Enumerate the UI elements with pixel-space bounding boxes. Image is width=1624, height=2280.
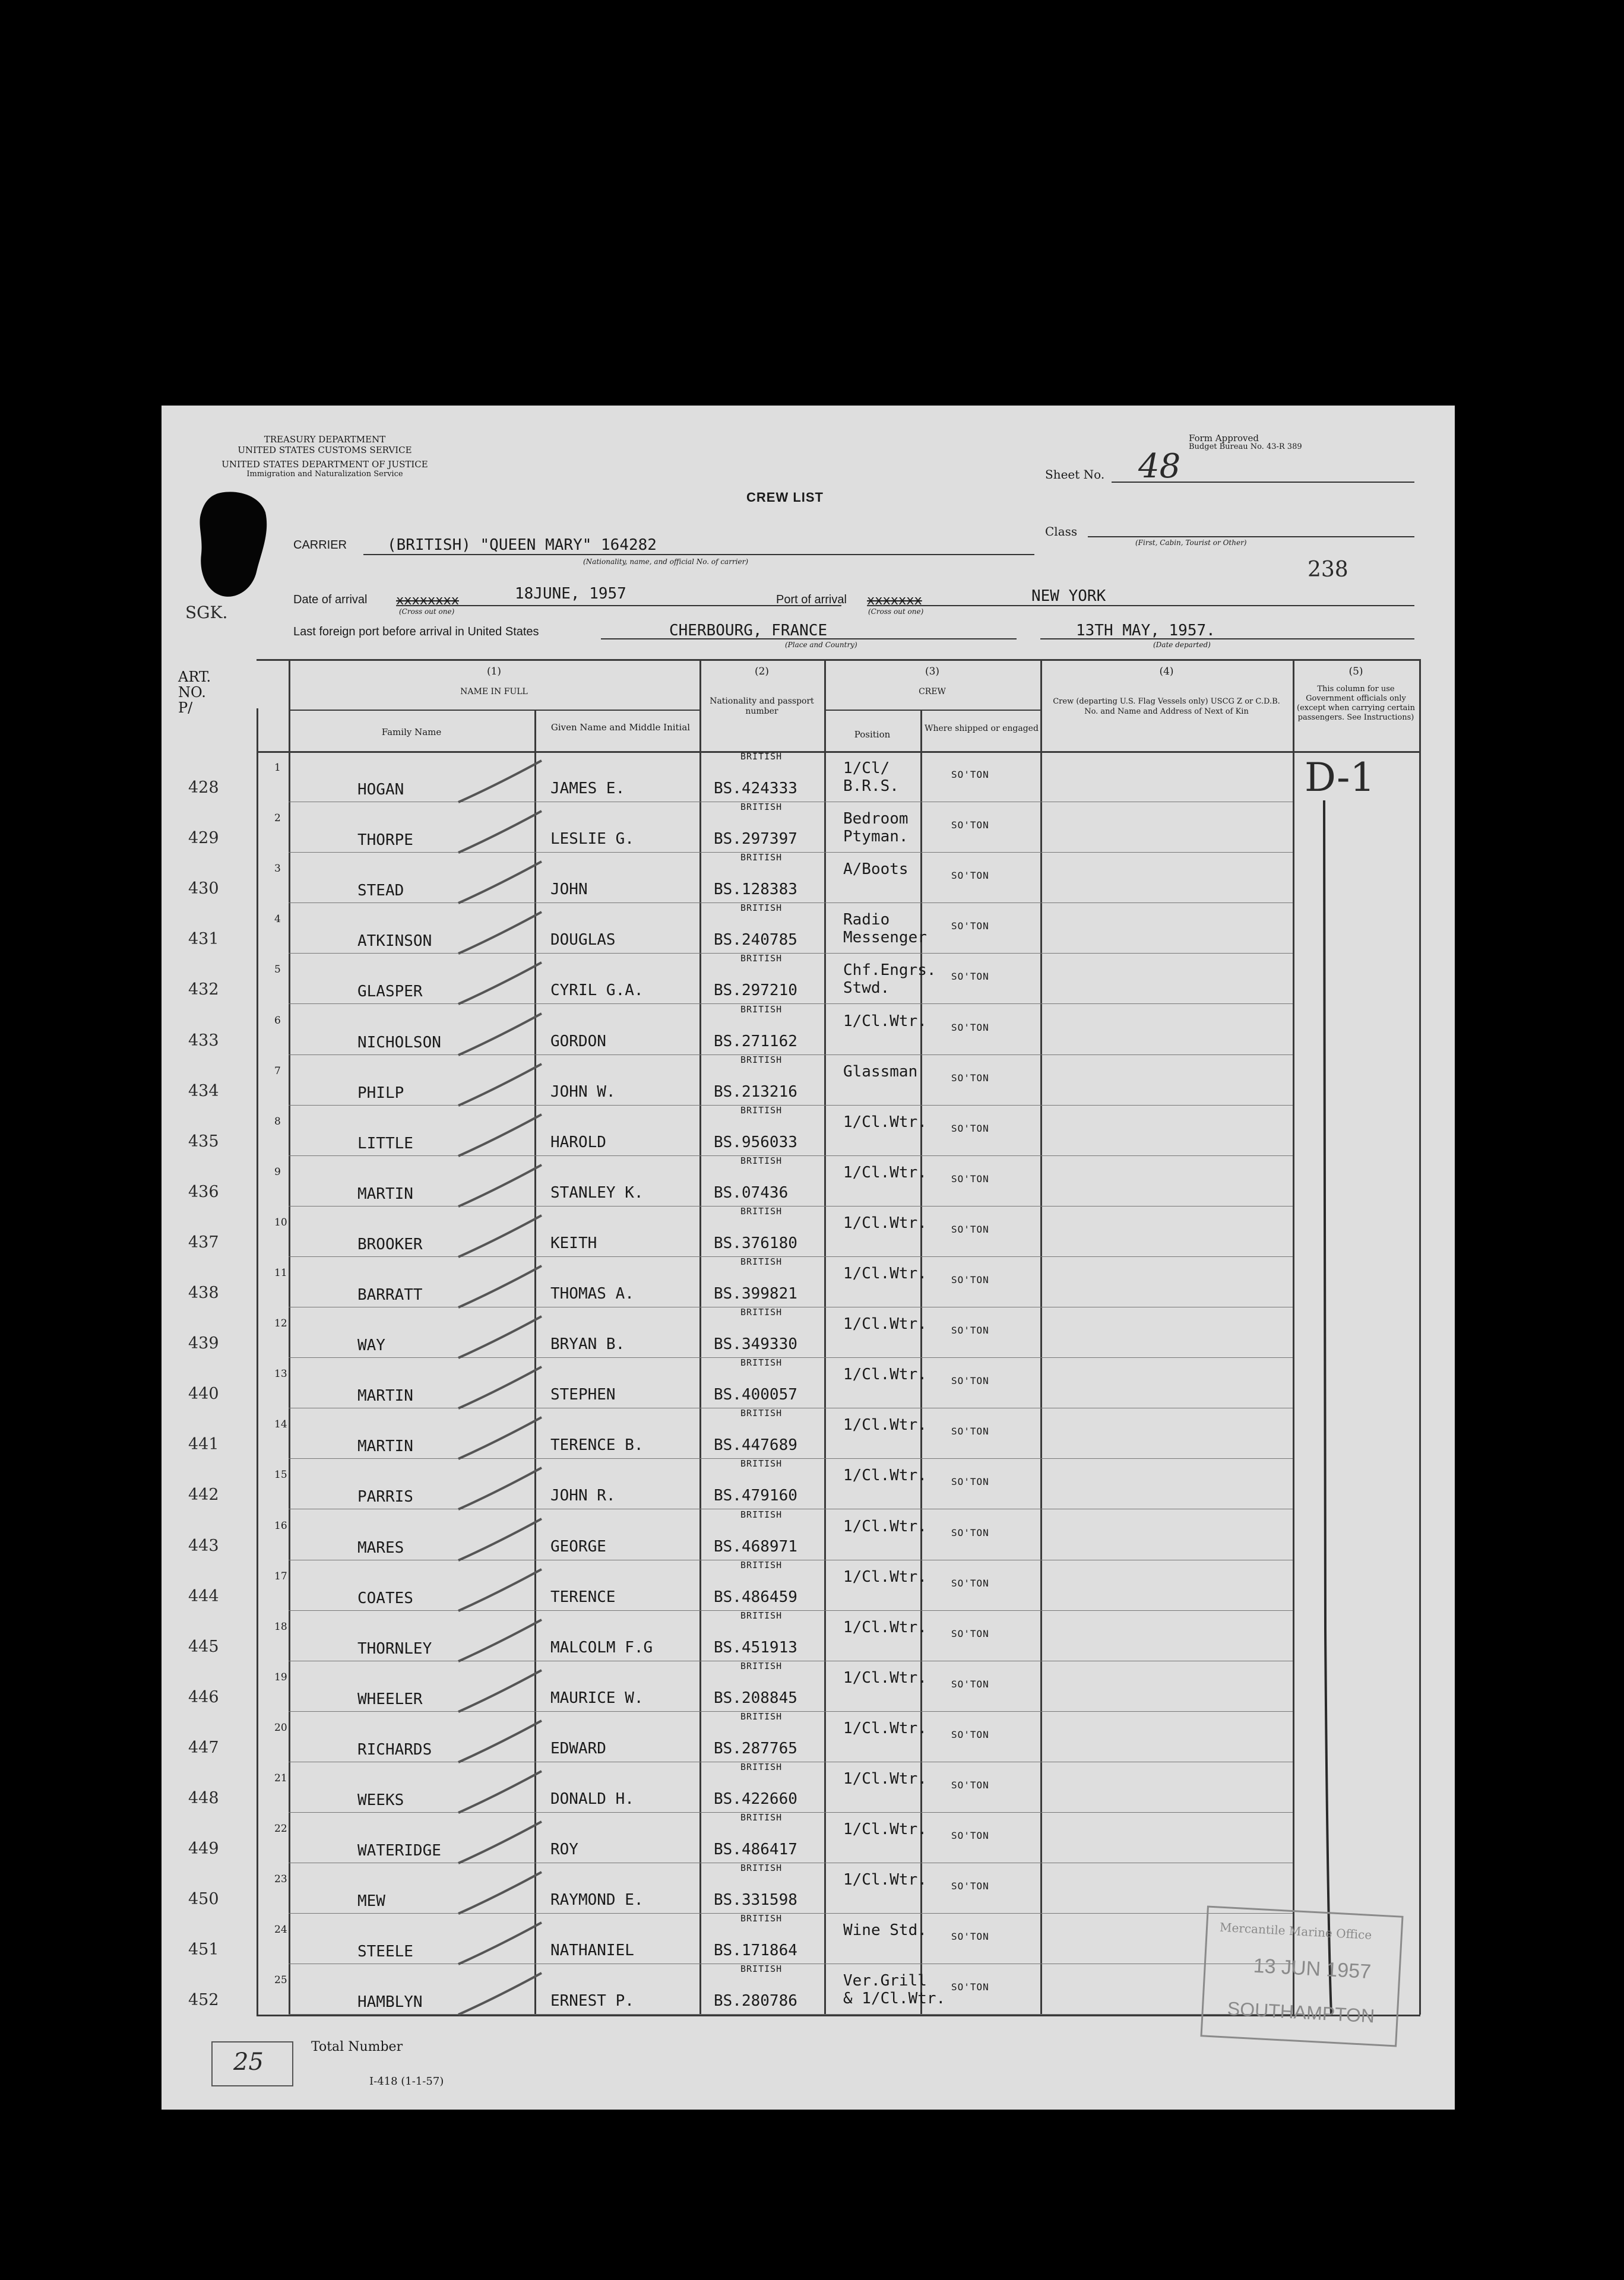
position-line1: 1/Cl.Wtr. <box>843 1214 927 1232</box>
where-shipped: SO'TON <box>951 1476 989 1488</box>
passport-number: BS.376180 <box>714 1234 797 1252</box>
nationality: BRITISH <box>740 1408 783 1419</box>
given-name: GEORGE <box>550 1537 606 1556</box>
table-row <box>162 1105 1455 1155</box>
family-name: THORNLEY <box>357 1639 432 1658</box>
family-name: GLASPER <box>357 983 423 1001</box>
row-number: 13 <box>274 1368 287 1380</box>
row-number: 19 <box>274 1671 287 1683</box>
given-name: JOHN <box>550 881 588 899</box>
table-row <box>162 1610 1455 1661</box>
row-number: 7 <box>274 1065 281 1077</box>
carrier-label: CARRIER <box>293 539 347 552</box>
table-row <box>162 902 1455 953</box>
nationality: BRITISH <box>740 1205 783 1217</box>
family-name: COATES <box>357 1589 413 1607</box>
position-line1: 1/Cl.Wtr. <box>843 1517 927 1535</box>
family-name: THORPE <box>357 831 413 850</box>
where-shipped: SO'TON <box>951 1830 989 1842</box>
form-number: I-418 (1-1-57) <box>369 2075 444 2088</box>
nationality: BRITISH <box>740 1307 783 1318</box>
class-label: Class <box>1045 524 1078 539</box>
position-line1: 1/Cl.Wtr. <box>843 1315 927 1334</box>
art-number: 445 <box>188 1637 219 1656</box>
art-number: 429 <box>188 829 219 848</box>
departed-hint: (Date departed) <box>1153 641 1211 649</box>
art-number: 443 <box>188 1536 219 1555</box>
nationality: BRITISH <box>740 1256 783 1267</box>
row-number: 9 <box>274 1166 281 1178</box>
nationality: BRITISH <box>740 1964 783 1975</box>
departed-value: 13TH MAY, 1957. <box>1076 622 1215 639</box>
col-government-use: This column for use Government officials only (except when carrying certain passengers. See Instructions) <box>1297 685 1415 722</box>
art-number: 442 <box>188 1486 219 1505</box>
where-shipped: SO'TON <box>951 1880 989 1892</box>
table-row <box>162 1155 1455 1206</box>
row-number: 2 <box>274 812 281 825</box>
where-shipped: SO'TON <box>951 1375 989 1387</box>
family-name: MARTIN <box>357 1387 413 1405</box>
position-line1: 1/Cl.Wtr. <box>843 1416 927 1434</box>
where-shipped: SO'TON <box>951 1981 989 1993</box>
passport-number: BS.424333 <box>714 780 797 797</box>
table-row <box>162 1054 1455 1105</box>
class-hint: (First, Cabin, Tourist or Other) <box>1135 539 1247 547</box>
where-shipped: SO'TON <box>951 769 989 780</box>
row-number: 5 <box>274 964 281 976</box>
passport-number: BS.400057 <box>714 1386 797 1404</box>
nationality: BRITISH <box>740 802 783 813</box>
passport-number: BS.479160 <box>714 1487 797 1505</box>
position-line1: 1/Cl.Wtr. <box>843 1568 927 1586</box>
nationality: BRITISH <box>740 1003 783 1015</box>
total-value: 25 <box>233 2048 264 2076</box>
art-number: 452 <box>188 1991 219 2010</box>
passport-number: BS.956033 <box>714 1133 797 1151</box>
col-position: Position <box>854 729 891 740</box>
col-next-of-kin: Crew (departing U.S. Flag Vessels only) USCG Z or C.D.B. No. and Name and Address of Next of Kin <box>1053 697 1280 716</box>
position-line1: 1/Cl.Wtr. <box>843 1467 927 1485</box>
where-shipped: SO'TON <box>951 1325 989 1337</box>
passport-number: BS.331598 <box>714 1891 797 1910</box>
family-name: HAMBLYN <box>357 1993 423 2012</box>
row-number: 16 <box>274 1519 287 1532</box>
position-line1: 1/Cl.Wtr. <box>843 1871 927 1889</box>
row-number: 20 <box>274 1721 287 1734</box>
lastport-hint: (Place and Country) <box>785 641 857 649</box>
carrier-value: (BRITISH) "QUEEN MARY" 164282 <box>387 536 657 554</box>
given-name: JOHN R. <box>550 1487 616 1505</box>
form-approved: Form Approved <box>1189 433 1259 444</box>
col-where-shipped: Where shipped or engaged <box>925 724 1039 733</box>
where-shipped: SO'TON <box>951 971 989 983</box>
row-number: 1 <box>274 762 281 774</box>
table-row <box>162 1863 1455 1913</box>
art-number: 436 <box>188 1182 219 1201</box>
position-line1: Chf.Engrs. <box>843 961 936 980</box>
given-name: GORDON <box>550 1032 606 1050</box>
nationality: BRITISH <box>740 1104 783 1116</box>
given-name: TERENCE <box>550 1588 616 1606</box>
budget-bureau: Budget Bureau No. 43-R 389 <box>1189 442 1302 451</box>
position-line1: Bedroom <box>843 810 908 828</box>
table-row <box>162 1408 1455 1458</box>
dept-ins: Immigration and Naturalization Service <box>246 470 403 479</box>
dept-justice: UNITED STATES DEPARTMENT OF JUSTICE <box>221 459 428 470</box>
given-name: THOMAS A. <box>550 1285 634 1303</box>
position-line1: Ver.Grill <box>843 1972 927 1990</box>
passport-number: BS.399821 <box>714 1285 797 1303</box>
art-number: 448 <box>188 1789 219 1807</box>
passport-number: BS.208845 <box>714 1689 797 1707</box>
nationality: BRITISH <box>740 1660 783 1671</box>
port-value: NEW YORK <box>1031 587 1106 605</box>
table-row <box>162 1206 1455 1256</box>
position-line1: 1/Cl.Wtr. <box>843 1163 927 1182</box>
passport-number: BS.171864 <box>714 1942 797 1960</box>
art-number: 437 <box>188 1233 219 1252</box>
position-line1: Radio <box>843 911 890 929</box>
stamp-date: 13 JUN 1957 <box>1252 1954 1372 1984</box>
table-row <box>162 1711 1455 1762</box>
nationality: BRITISH <box>740 1357 783 1369</box>
art-number: 439 <box>188 1334 219 1353</box>
port-cross-out: (Cross out one) <box>868 607 924 616</box>
lastport-label: Last foreign port before arrival in United States <box>293 625 539 638</box>
family-name: WEEKS <box>357 1791 404 1809</box>
art-number: 430 <box>188 879 219 898</box>
position-line1: 1/Cl.Wtr. <box>843 1719 927 1737</box>
row-number: 22 <box>274 1823 287 1835</box>
art-number: 441 <box>188 1435 219 1454</box>
arrival-struck: xxxxxxxx <box>396 593 459 608</box>
row-number: 11 <box>274 1267 287 1279</box>
passport-number: BS.468971 <box>714 1537 797 1556</box>
total-label: Total Number <box>311 2040 403 2054</box>
table-row <box>162 1458 1455 1509</box>
position-line1: 1/Cl/ <box>843 759 890 777</box>
family-name: MEW <box>357 1892 385 1911</box>
given-name: DOUGLAS <box>550 931 616 949</box>
position-line1: Glassman <box>843 1062 918 1081</box>
row-number: 8 <box>274 1115 281 1128</box>
lastport-value: CHERBOURG, FRANCE <box>669 622 828 639</box>
family-name: WAY <box>357 1337 385 1355</box>
total-box <box>211 2041 293 2086</box>
art-number: 449 <box>188 1839 219 1858</box>
passport-number: BS.213216 <box>714 1082 797 1101</box>
passport-number: BS.07436 <box>714 1183 789 1202</box>
table-row <box>162 1004 1455 1054</box>
arrival-cross-out: (Cross out one) <box>399 607 455 616</box>
position-line1: 1/Cl.Wtr. <box>843 1820 927 1839</box>
where-shipped: SO'TON <box>951 1173 989 1185</box>
art-number: 428 <box>188 778 219 797</box>
row-number: 10 <box>274 1216 287 1228</box>
table-row <box>162 953 1455 1003</box>
table-row <box>162 1509 1455 1560</box>
arrival-label: Date of arrival <box>293 593 368 606</box>
passport-number: BS.240785 <box>714 931 797 949</box>
nationality: BRITISH <box>740 1559 783 1570</box>
nationality: BRITISH <box>740 1812 783 1823</box>
annotation-d1: D-1 <box>1305 755 1375 800</box>
col-1-number: (1) <box>486 666 502 677</box>
given-name: RAYMOND E. <box>550 1891 644 1910</box>
passport-number: BS.486417 <box>714 1841 797 1859</box>
table-row <box>162 1762 1455 1812</box>
table-row <box>162 802 1455 852</box>
art-number: 450 <box>188 1890 219 1909</box>
position-line2: Ptyman. <box>843 828 908 846</box>
where-shipped: SO'TON <box>951 1728 989 1740</box>
art-number: 451 <box>188 1940 219 1959</box>
position-line1: 1/Cl.Wtr. <box>843 1012 927 1030</box>
family-name: MARTIN <box>357 1185 413 1203</box>
check-mark-icon <box>452 1968 547 2022</box>
art-number: 431 <box>188 930 219 949</box>
stamp-office: Mercantile Marine Office <box>1219 1920 1372 1943</box>
table-row <box>162 852 1455 902</box>
given-name: NATHANIEL <box>550 1942 634 1960</box>
row-number: 6 <box>274 1014 281 1027</box>
family-name: MARTIN <box>357 1437 413 1456</box>
position-line2: Stwd. <box>843 979 890 998</box>
sheet-label: Sheet No. <box>1045 467 1105 482</box>
given-name: DONALD H. <box>550 1790 634 1808</box>
table-row <box>162 1307 1455 1357</box>
where-shipped: SO'TON <box>951 1274 989 1285</box>
given-name: LESLIE G. <box>550 830 634 848</box>
position-line2: & 1/Cl.Wtr. <box>843 1990 946 2008</box>
table-row <box>162 1357 1455 1408</box>
row-number: 23 <box>274 1873 287 1886</box>
table-row <box>162 1256 1455 1307</box>
crew-list-document <box>162 406 1455 2110</box>
family-name: NICHOLSON <box>357 1033 441 1052</box>
position-line1: 1/Cl.Wtr. <box>843 1668 927 1687</box>
family-name: LITTLE <box>357 1134 413 1152</box>
family-name: HOGAN <box>357 781 404 799</box>
art-number: 447 <box>188 1738 219 1757</box>
sgk-mark: SGK. <box>185 603 228 622</box>
sheet-number: 48 <box>1138 447 1181 486</box>
row-number: 14 <box>274 1418 287 1431</box>
family-name: WHEELER <box>357 1690 423 1708</box>
where-shipped: SO'TON <box>951 920 989 932</box>
where-shipped: SO'TON <box>951 1779 989 1791</box>
nationality: BRITISH <box>740 751 783 762</box>
passport-number: BS.297210 <box>714 981 797 1000</box>
row-number: 17 <box>274 1570 287 1582</box>
where-shipped: SO'TON <box>951 1223 989 1235</box>
where-shipped: SO'TON <box>951 1426 989 1437</box>
position-line2: B.R.S. <box>843 777 899 795</box>
position-line1: Wine Std. <box>843 1921 927 1940</box>
stamp-place: SOUTHAMPTON <box>1227 1997 1375 2027</box>
position-line1: 1/Cl.Wtr. <box>843 1770 927 1788</box>
carrier-hint: (Nationality, name, and official No. of carrier) <box>583 558 749 566</box>
table-row <box>162 1661 1455 1711</box>
given-name: JAMES E. <box>550 780 625 797</box>
given-name: MALCOLM F.G <box>550 1638 653 1657</box>
page-title: CREW LIST <box>746 490 824 505</box>
arrival-value: 18JUNE, 1957 <box>515 585 626 603</box>
given-name: HAROLD <box>550 1133 606 1151</box>
pen-line-icon <box>1313 797 1361 2021</box>
where-shipped: SO'TON <box>951 870 989 882</box>
passport-number: BS.280786 <box>714 1992 797 2010</box>
given-name: STEPHEN <box>550 1386 616 1404</box>
nationality: BRITISH <box>740 953 783 964</box>
nationality: BRITISH <box>740 1610 783 1621</box>
given-name: ERNEST P. <box>550 1992 634 2010</box>
position-line1: 1/Cl.Wtr. <box>843 1618 927 1636</box>
nationality: BRITISH <box>740 1458 783 1470</box>
art-number: 433 <box>188 1031 219 1050</box>
dept-customs: UNITED STATES CUSTOMS SERVICE <box>238 445 412 455</box>
nationality: BRITISH <box>740 1155 783 1166</box>
where-shipped: SO'TON <box>951 819 989 831</box>
given-name: JOHN W. <box>550 1082 616 1101</box>
family-name: STEELE <box>357 1943 413 1961</box>
nationality: BRITISH <box>740 852 783 863</box>
col-crew: CREW <box>919 687 946 696</box>
given-name: EDWARD <box>550 1739 606 1758</box>
port-label: Port of arrival <box>776 593 847 606</box>
col-3-number: (3) <box>925 666 940 677</box>
family-name: MARES <box>357 1538 404 1557</box>
passport-number: BS.128383 <box>714 881 797 899</box>
where-shipped: SO'TON <box>951 1678 989 1690</box>
position-line1: 1/Cl.Wtr. <box>843 1265 927 1282</box>
office-stamp <box>1200 1905 1403 2047</box>
where-shipped: SO'TON <box>951 1021 989 1033</box>
given-name: TERENCE B. <box>550 1436 644 1455</box>
family-name: PHILP <box>357 1084 404 1102</box>
nationality: BRITISH <box>740 1762 783 1772</box>
where-shipped: SO'TON <box>951 1627 989 1639</box>
row-number: 24 <box>274 1924 287 1936</box>
dept-treasury: TREASURY DEPARTMENT <box>264 434 386 445</box>
col-nationality: Nationality and passport number <box>710 696 814 716</box>
col-name-in-full: NAME IN FULL <box>460 687 528 696</box>
family-name: BARRATT <box>357 1286 423 1304</box>
position-line1: A/Boots <box>843 860 908 879</box>
nationality: BRITISH <box>740 1054 783 1065</box>
passport-number: BS.447689 <box>714 1436 797 1455</box>
family-name: RICHARDS <box>357 1740 432 1759</box>
row-number: 12 <box>274 1318 287 1330</box>
passport-number: BS.451913 <box>714 1638 797 1657</box>
handwritten-238: 238 <box>1308 558 1348 582</box>
nationality: BRITISH <box>740 1913 783 1924</box>
col-2-number: (2) <box>754 666 770 677</box>
table-row <box>162 1812 1455 1863</box>
passport-number: BS.297397 <box>714 830 797 848</box>
given-name: ROY <box>550 1841 578 1859</box>
art-number: 438 <box>188 1284 219 1302</box>
row-number: 21 <box>274 1772 287 1784</box>
col-4-number: (4) <box>1159 666 1174 677</box>
col-family-name: Family Name <box>381 727 442 737</box>
passport-number: BS.349330 <box>714 1335 797 1354</box>
nationality: BRITISH <box>740 1863 783 1874</box>
art-number: 446 <box>188 1687 219 1706</box>
art-number: 432 <box>188 980 219 999</box>
passport-number: BS.486459 <box>714 1588 797 1606</box>
art-number: 440 <box>188 1385 219 1404</box>
row-number: 3 <box>274 863 281 875</box>
passport-number: BS.287765 <box>714 1739 797 1758</box>
given-name: KEITH <box>550 1234 597 1252</box>
col-5-number: (5) <box>1348 666 1363 677</box>
given-name: BRYAN B. <box>550 1335 625 1354</box>
where-shipped: SO'TON <box>951 1122 989 1134</box>
row-number: 4 <box>274 913 281 926</box>
port-struck: xxxxxxx <box>867 593 922 608</box>
position-line1: 1/Cl.Wtr. <box>843 1113 927 1131</box>
position-line2: Messenger <box>843 929 927 947</box>
family-name: BROOKER <box>357 1235 423 1253</box>
nationality: BRITISH <box>740 1509 783 1520</box>
passport-number: BS.271162 <box>714 1032 797 1050</box>
row-number: 25 <box>274 1974 287 1987</box>
given-name: CYRIL G.A. <box>550 981 644 1000</box>
row-number: 18 <box>274 1620 287 1633</box>
row-number: 15 <box>274 1469 287 1481</box>
family-name: WATERIDGE <box>357 1842 441 1860</box>
col-art-no: ART. NO. P/ <box>178 669 211 716</box>
ink-blot-icon <box>194 489 271 601</box>
family-name: ATKINSON <box>357 932 432 951</box>
col-given-name: Given Name and Middle Initial <box>550 722 691 733</box>
where-shipped: SO'TON <box>951 1072 989 1084</box>
art-number: 444 <box>188 1586 219 1606</box>
art-number: 434 <box>188 1081 219 1100</box>
table-row <box>162 751 1455 802</box>
art-number: 435 <box>188 1132 219 1151</box>
where-shipped: SO'TON <box>951 1577 989 1589</box>
where-shipped: SO'TON <box>951 1527 989 1538</box>
passport-number: BS.422660 <box>714 1790 797 1808</box>
nationality: BRITISH <box>740 1711 783 1722</box>
given-name: MAURICE W. <box>550 1689 644 1707</box>
table-row <box>162 1560 1455 1610</box>
family-name: STEAD <box>357 882 404 900</box>
given-name: STANLEY K. <box>550 1183 644 1202</box>
family-name: PARRIS <box>357 1488 413 1506</box>
nationality: BRITISH <box>740 902 783 914</box>
where-shipped: SO'TON <box>951 1931 989 1943</box>
position-line1: 1/Cl.Wtr. <box>843 1366 927 1384</box>
